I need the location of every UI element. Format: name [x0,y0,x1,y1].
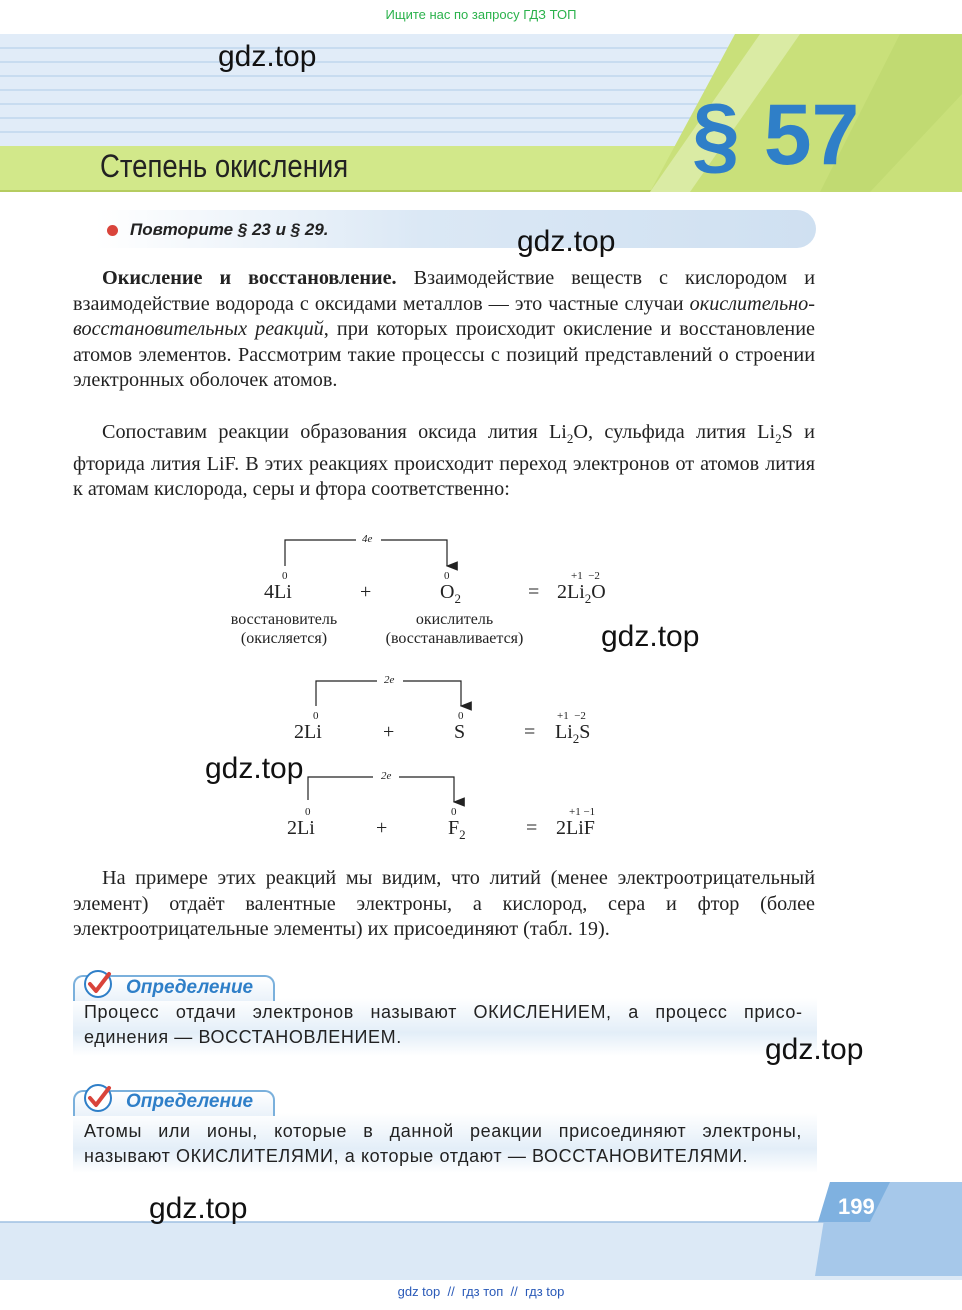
oxidizer-label: окислитель [415,611,494,628]
oxidation-state: 0 [444,570,450,582]
plus-sign: + [360,581,372,603]
oxidation-state: +1 −2 [571,570,600,582]
watermark: gdz.top [765,1033,864,1066]
term: окислительно-восстановительных реакций [73,292,815,341]
subscript: 2 [572,731,580,746]
formula: O [440,581,455,603]
formula: O [591,581,606,603]
watermark: gdz.top [218,40,317,73]
electron-count: 2e [384,674,395,686]
text: Сопоставим реакции образования оксида лития Li [102,421,567,443]
chapter-title: Степень окисления [100,148,349,184]
formula: Li [555,721,573,743]
bottom-links[interactable]: gdz top // гдз топ // гдз top [397,1284,565,1299]
plus-sign: + [376,817,388,839]
equals-sign: = [526,817,538,839]
reactant [440,581,461,607]
definition-text: Атомы или ионы, которые в данной реакции присоединяют электроны, называют ОКИСЛИТЕЛЯМИ, а которые отдают — ВОССТАНОВИТЕЛЯМИ. [84,1121,802,1166]
text: На примере этих реакций мы видим, что литий (менее электроотрицательный элемент) отдаёт валентные электроны, а кислород, сера и фтор (более электроотрицательные элементы) их присоединяют (табл. 19). [73,867,815,941]
product [557,581,606,607]
formula: S [579,721,591,743]
paragraph-number: § 57 [692,87,860,183]
page-number: 199 [838,1194,875,1219]
formula: 2Li [557,581,585,603]
oxidation-state: 0 [458,710,464,722]
oxidation-state: 0 [305,806,311,818]
text: O, сульфида лития Li [573,421,776,443]
product: 2LiF [556,817,595,839]
oxidation-state: 0 [451,806,457,818]
definition-text: Процесс отдачи электронов называют ОКИСЛЕНИЕМ, а процесс присоединения — ВОССТАНОВЛЕНИЕМ. [84,1002,802,1047]
definition-label: Определение [126,1091,254,1112]
subscript: 2 [454,591,461,606]
top-search-note: Ищите нас по запросу ГДЗ ТОП [385,7,577,22]
watermark: gdz.top [149,1192,248,1225]
electron-count: 4e [362,533,373,545]
subscript: 2 [566,431,574,446]
repeat-text: Повторите § 23 и § 29. [130,220,329,239]
text: S и фторида лития LiF. В этих реакциях происходит переход электронов от атомов лития к атомам кислорода, серы и фтора соответственно: [73,421,815,501]
reactant: S [454,721,466,743]
subscript: 2 [459,827,466,842]
reactant: 2Li [294,721,322,743]
reactant: 4Li [264,581,292,603]
definition-label: Определение [126,977,254,998]
subscript: 2 [584,591,592,606]
oxidizer-note: (восстанавливается) [385,630,524,647]
checkmark-icon [82,968,114,1000]
text: Взаимодействие веществ с кислородом и взаимодействие водорода с оксидами металлов — это частные случаи [73,267,815,315]
watermark: gdz.top [205,752,304,785]
footer-band [0,1180,962,1280]
oxidation-state: 0 [313,710,319,722]
plus-sign: + [383,721,395,743]
electron-count: 2e [381,770,392,782]
watermark: gdz.top [517,225,616,258]
oxidation-state: +1 −1 [569,806,596,818]
text: , при которых происходит окисление и восстановление атомов элементов. Рассмотрим такие процессы с позиций представлений о строении электронных оболочек атомов. [73,318,815,392]
reactant: 2Li [287,817,315,839]
watermark: gdz.top [601,620,700,653]
equals-sign: = [528,581,540,603]
oxidation-state: 0 [282,570,288,582]
reducer-label: восстановитель [230,611,338,628]
paragraph-heading: Окисление и восстановление. [102,267,397,289]
reducer-note: (окисляется) [240,630,328,647]
checkmark-icon [82,1082,114,1114]
subscript: 2 [775,431,782,446]
equals-sign: = [524,721,536,743]
product [555,721,590,747]
formula: F [448,817,460,839]
reactant [448,817,466,843]
oxidation-state: +1 −2 [557,710,586,722]
paragraph-conclusion [73,866,815,943]
